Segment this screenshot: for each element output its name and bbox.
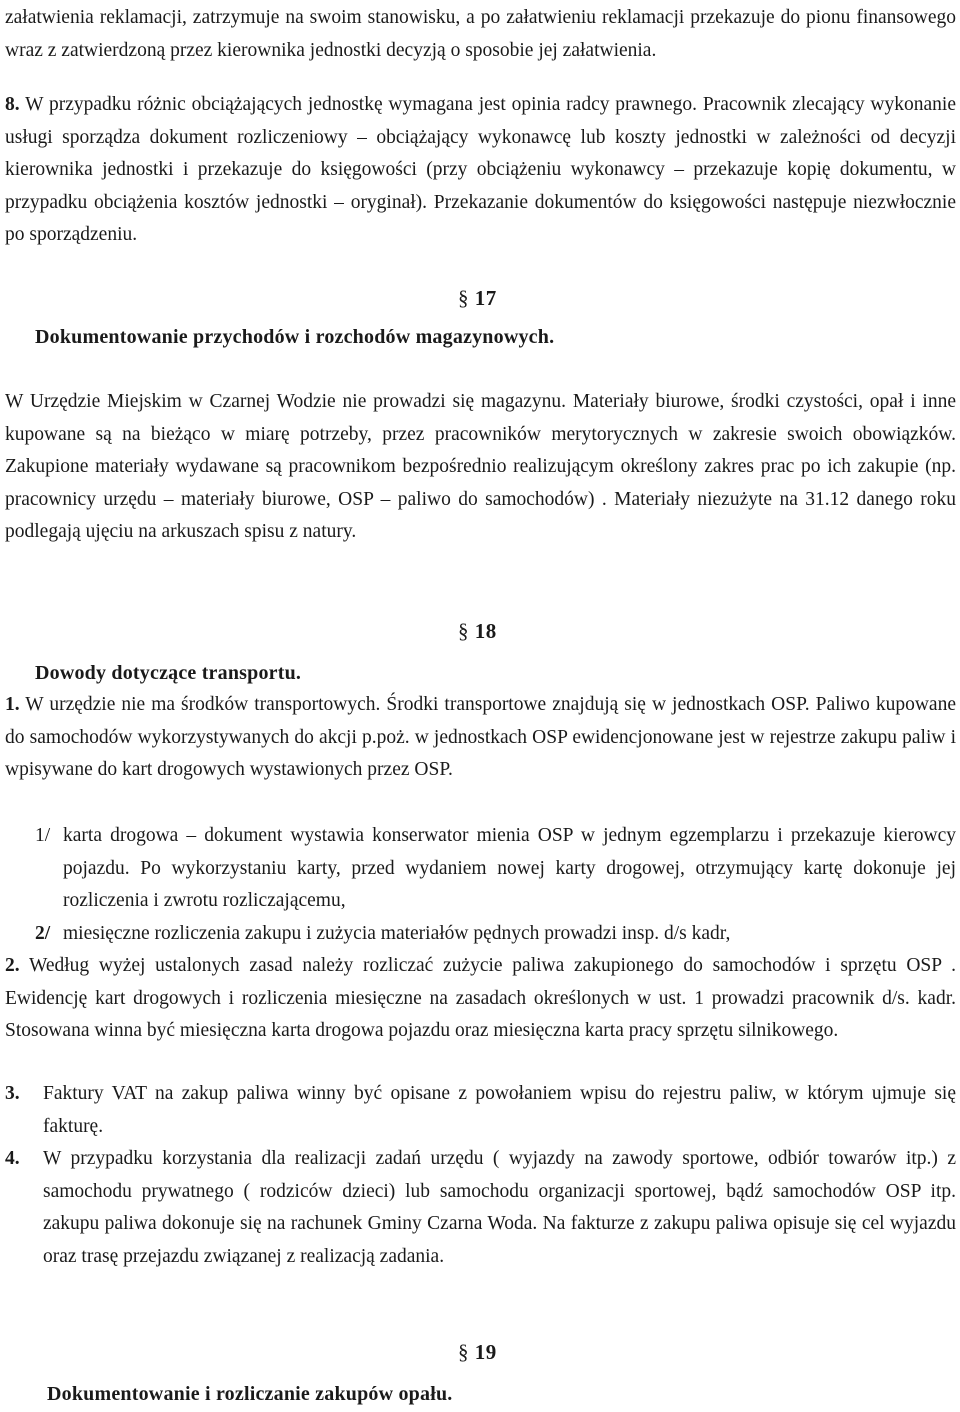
point-8-number: 8.	[5, 94, 20, 115]
section-sign: §	[458, 1340, 469, 1364]
section-18-point-4-text: W przypadku korzystania dla realizacji zadań urzędu ( wyjazdy na zawody sportowe, odbiór towarów itp.) z samochodu prywatnego ( rodziców dzieci) lub samochodu organizacji sportowej, bądź samochodów OSP itp. zakupu paliwa dokonuje się na rachunek Gminy Czarna Woda. Na fakturze z zakupu paliwa opisuje się cel wyjazdu oraz trasę przejazdu związanej z realizacją zadania.	[43, 1148, 956, 1267]
section-19-marker	[458, 1340, 497, 1365]
section-18-point-3	[5, 1078, 956, 1143]
section-17-heading: Dokumentowanie przychodów i rozchodów magazynowych.	[35, 326, 555, 348]
paragraph-intro-text: załatwienia reklamacji, zatrzymuje na swoim stanowisku, a po załatwieniu reklamacji przekazuje do pionu finansowego wraz z zatwierdzoną przez kierownika jednostki decyzją o sposobie jej załatwienia.	[5, 7, 956, 61]
section-18-heading: Dowody dotyczące transportu.	[35, 662, 302, 684]
section-17-body	[5, 386, 956, 549]
section-sign: §	[458, 619, 469, 643]
subitem-2-body	[63, 918, 956, 951]
section-18-point-2-text: Według wyżej ustalonych zasad należy rozliczać zużycie paliwa zakupionego do samochodów i sprzętu OSP . Ewidencję kart drogowych i rozliczenia miesięczne na zasadach określonych w ust. 1 prowadzi pracownik d/s. kadr. Stosowana winna być miesięczna karta drogowa pojazdu oraz miesięczna karta pracy sprzętu silnikowego.	[5, 955, 956, 1042]
section-18-number: 18	[474, 619, 497, 643]
section-18-subitem-2	[35, 918, 956, 951]
subitem-1-number: 1/	[35, 825, 51, 846]
section-19-number: 19	[474, 1340, 497, 1364]
section-18-subitem-1	[35, 820, 956, 918]
paragraph-intro	[5, 2, 956, 67]
section-18-point-1-text: W urzędzie nie ma środków transportowych. Środki transportowe znajdują się w jednostkach OSP. Paliwo kupowane do samochodów wykorzystywanych do akcji p.poż. w jednostkach OSP ewidencjonowane jest w rejestrze zakupu paliw i wpisywane do kart drogowych wystawionych przez OSP.	[5, 694, 956, 781]
section-19-heading: Dokumentowanie i rozliczanie zakupów opału.	[47, 1383, 453, 1405]
subitem-1-body	[63, 820, 956, 918]
section-18-point-1-number: 1.	[5, 694, 20, 715]
subitem-2-text: miesięczne rozliczenia zakupu i zużycia materiałów pędnych prowadzi insp. d/s kadr,	[63, 923, 731, 944]
section-18-point-1	[5, 689, 956, 787]
section-18-point-4	[5, 1143, 956, 1273]
section-17-number: 17	[474, 286, 497, 310]
section-18-point-2-number: 2.	[5, 955, 20, 976]
paragraph-point-8	[5, 89, 956, 252]
point-8-text: W przypadku różnic obciążających jednostkę wymagana jest opinia radcy prawnego. Pracownik zlecający wykonanie usługi sporządza dokument rozliczeniowy – obciążający wykonawcę lub koszty jednostki w zależności od decyzji kierownika jednostki i przekazuje do księgowości (przy obciążeniu wykonawcy – przekazuje kopię dokumentu, w przypadku obciążenia kosztów jednostki – oryginał). Przekazanie dokumentów do księgowości następuje niezwłocznie po sporządzeniu.	[5, 94, 956, 246]
section-17-text: W Urzędzie Miejskim w Czarnej Wodzie nie prowadzi się magazynu. Materiały biurowe, środki czystości, opał i inne kupowane są na bieżąco w miarę potrzeby, przez pracowników merytorycznych w zakresie swoich obowiązków. Zakupione materiały wydawane są pracownikom bezpośrednio realizującym określony zakres prac po ich zakupie (np. pracownicy urzędu – materiały biurowe, OSP – paliwo do samochodów) . Materiały niezużyte na 31.12 danego roku podlegają ujęciu na arkuszach spisu z natury.	[5, 391, 956, 543]
section-18-point-4-body	[43, 1143, 956, 1273]
section-18-point-3-number: 3.	[5, 1083, 20, 1104]
subitem-2-number: 2/	[35, 923, 51, 944]
section-17-marker	[458, 286, 497, 311]
section-18-point-4-number: 4.	[5, 1148, 20, 1169]
section-18-marker	[458, 619, 497, 644]
section-18-point-2	[5, 950, 956, 1048]
section-18-point-3-body	[43, 1078, 956, 1143]
section-18-point-3-text: Faktury VAT na zakup paliwa winny być opisane z powołaniem wpisu do rejestru paliw, w którym ujmuje się fakturę.	[43, 1083, 956, 1137]
section-sign: §	[458, 286, 469, 310]
subitem-1-text: karta drogowa – dokument wystawia konserwator mienia OSP w jednym egzemplarzu i przekazuje kierowcy pojazdu. Po wykorzystaniu karty, przed wydaniem nowej karty drogowej, otrzymujący kartę dokonuje jej rozliczenia i zwrotu rozliczającemu,	[63, 825, 956, 912]
